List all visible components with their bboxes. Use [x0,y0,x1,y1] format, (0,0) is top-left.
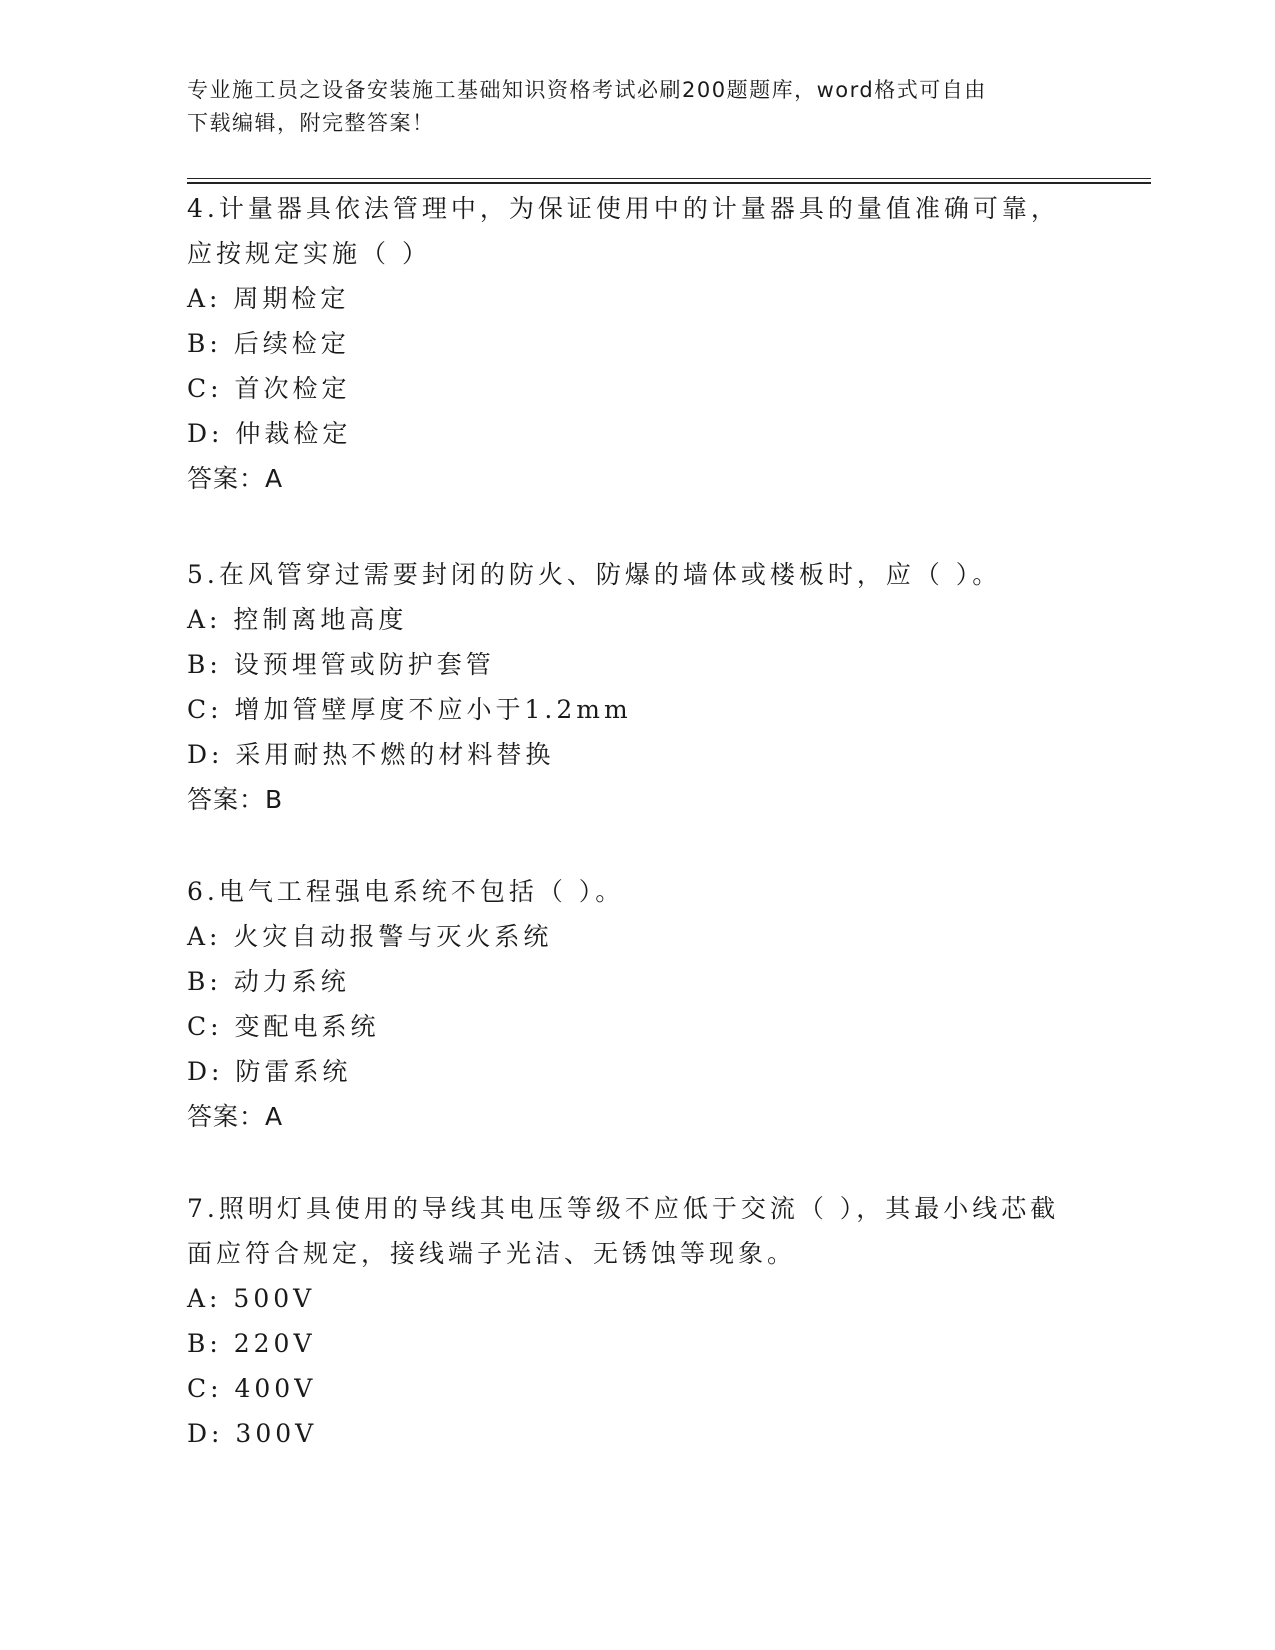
option-d: D: 300V [187,1419,318,1448]
option-a: A: 500V [187,1284,316,1313]
option-a: A: 周期检定 [187,284,350,313]
option-d: D: 仲裁检定 [187,419,352,448]
document-header [187,74,1067,140]
option-d: D: 防雷系统 [187,1057,352,1086]
option-c: C: 首次检定 [187,374,351,403]
option-a: A: 火灾自动报警与灭火系统 [187,922,553,951]
question-block [187,1186,1087,1456]
option-c: C: 400V [187,1374,317,1403]
header-divider-thin [187,178,1151,179]
question-stem: 7.照明灯具使用的导线其电压等级不应低于交流（ ），其最小线芯截面应符合规定，接线端子光洁、无锈蚀等现象。 [187,1194,1060,1268]
question-block [187,552,1087,822]
question-stem: 4.计量器具依法管理中，为保证使用中的计量器具的量值准确可靠，应按规定实施（ ） [187,194,1060,268]
option-b: B: 后续检定 [187,329,350,358]
answer-line: 答案：B [187,785,284,814]
header-divider-thick [187,182,1151,184]
answer-line: 答案：A [187,464,284,493]
option-d: D: 采用耐热不燃的材料替换 [187,740,555,769]
option-b: B: 动力系统 [187,967,350,996]
header-title-line1: 专业施工员之设备安装施工基础知识资格考试必刷200题题库，word格式可自由 [187,78,987,102]
option-b: B: 220V [187,1329,316,1358]
option-c: C: 增加管壁厚度不应小于1.2mm [187,695,632,724]
question-block [187,186,1087,501]
option-c: C: 变配电系统 [187,1012,380,1041]
option-a: A: 控制离地高度 [187,605,408,634]
question-stem: 5.在风管穿过需要封闭的防火、防爆的墙体或楼板时，应（ ）。 [187,560,1002,589]
question-stem: 6.电气工程强电系统不包括（ ）。 [187,877,625,906]
option-b: B: 设预埋管或防护套管 [187,650,495,679]
answer-line: 答案：A [187,1102,284,1131]
header-title-line2: 下载编辑，附完整答案！ [187,111,435,135]
question-block [187,869,1087,1139]
